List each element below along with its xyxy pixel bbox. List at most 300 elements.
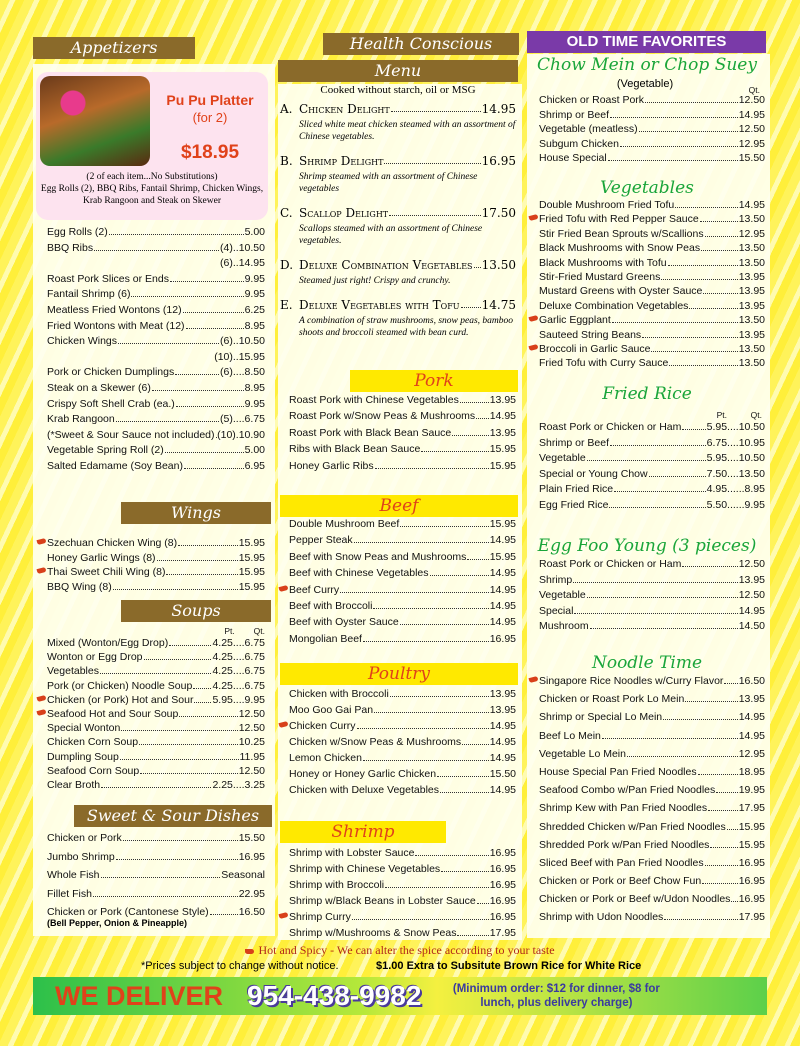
item-name: Plain Fried Rice bbox=[539, 483, 614, 496]
menu-item bbox=[539, 285, 765, 299]
item-name: Fried Tofu with Curry Sauce bbox=[539, 357, 669, 370]
noodles-header: Noodle Time bbox=[591, 653, 703, 673]
item-name: Chicken or Pork or Beef w/Udon Noodles bbox=[539, 893, 731, 906]
item-price: 4.25....6.75 bbox=[212, 651, 265, 664]
leader-dots bbox=[698, 774, 738, 775]
item-price: 9.95 bbox=[244, 288, 265, 301]
leader-dots bbox=[700, 221, 738, 222]
item-price: 14.95 bbox=[489, 410, 516, 423]
leader-dots bbox=[400, 526, 488, 527]
leader-dots bbox=[116, 421, 219, 422]
leader-dots bbox=[357, 728, 489, 729]
health-header: Health Conscious bbox=[323, 33, 519, 55]
item-name: Beef with Broccoli bbox=[289, 599, 373, 612]
pork-list bbox=[289, 394, 516, 476]
chow-mein-subtitle: (Vegetable) bbox=[616, 78, 674, 90]
item-name: Singapore Rice Noodles w/Curry Flavor bbox=[539, 675, 724, 687]
leader-dots bbox=[363, 641, 489, 642]
appetizers-header: Appetizers bbox=[33, 37, 195, 59]
item-name: Stir Fried Bean Sprouts w/Scallions bbox=[539, 227, 704, 240]
leader-dots bbox=[109, 234, 244, 235]
item-price: 16.95 bbox=[489, 847, 516, 859]
item-name: Fantail Shrimp (6) bbox=[47, 288, 131, 301]
item-name: Seafood Hot and Sour Soup bbox=[47, 707, 179, 720]
item-name: Beef with Chinese Vegetables bbox=[289, 567, 429, 580]
leader-dots bbox=[131, 296, 243, 297]
menu-item bbox=[539, 675, 765, 693]
item-name: Beef Curry bbox=[289, 583, 340, 596]
we-deliver-text: WE DELIVER bbox=[55, 980, 224, 1011]
item-name: Stir-Fried Mustard Greens bbox=[539, 270, 661, 283]
vegetables-list bbox=[539, 199, 765, 372]
health-item bbox=[280, 102, 516, 143]
item-name: Fried Wontons with Meat (12) bbox=[47, 319, 185, 332]
menu-item bbox=[539, 499, 765, 515]
leader-dots bbox=[120, 759, 239, 760]
pork-header: Pork bbox=[350, 370, 518, 392]
leader-dots bbox=[123, 840, 238, 841]
leader-dots bbox=[175, 374, 219, 375]
item-name: Krab Rangoon bbox=[47, 413, 115, 426]
item-price: 9.95 bbox=[244, 272, 265, 285]
menu-item bbox=[47, 581, 265, 596]
item-price: 5.00 bbox=[244, 226, 265, 238]
item-price: 11.95 bbox=[239, 750, 265, 763]
item-name: Black Mushrooms with Tofu bbox=[539, 256, 667, 269]
item-description: Sliced white meat chicken steamed with an assortment of Chinese vegetables. bbox=[299, 120, 516, 142]
item-price: 15.95 bbox=[238, 551, 265, 564]
menu-item bbox=[539, 138, 765, 153]
menu-item bbox=[289, 688, 516, 704]
item-name: Seafood Corn Soup bbox=[47, 764, 140, 777]
item-name: Special bbox=[539, 604, 574, 617]
item-name: Shrimp Kew with Pan Fried Noodles bbox=[539, 802, 708, 815]
health-subheader: Menu bbox=[278, 60, 518, 82]
item-price: 7.50....13.50 bbox=[706, 467, 765, 480]
leader-dots bbox=[609, 507, 705, 508]
leader-dots bbox=[474, 258, 481, 268]
item-price: 16.95 bbox=[489, 895, 516, 907]
item-price: 16.95 bbox=[489, 863, 516, 875]
item-name: Chicken with Deluxe Vegetables bbox=[289, 784, 440, 796]
item-price: 19.95 bbox=[738, 784, 765, 797]
item-price: 12.50 bbox=[738, 558, 765, 570]
item-name: Roast Pork with Chinese Vegetables bbox=[289, 394, 459, 406]
leader-dots bbox=[184, 468, 244, 469]
health-item-title bbox=[280, 258, 516, 272]
item-price: 14.95 bbox=[738, 729, 765, 742]
health-item bbox=[280, 154, 516, 195]
item-name: Chicken w/Snow Peas & Mushrooms bbox=[289, 736, 462, 748]
item-price: 15.50 bbox=[489, 768, 516, 780]
menu-item bbox=[47, 694, 265, 708]
health-item-title bbox=[280, 154, 516, 168]
soups-column-headers bbox=[190, 626, 265, 636]
menu-item bbox=[289, 427, 516, 443]
item-name: Shrimp with Lobster Sauce bbox=[289, 847, 415, 859]
menu-item bbox=[289, 752, 516, 768]
menu-item bbox=[47, 708, 265, 722]
item-price: 13.95 bbox=[738, 328, 765, 341]
item-price: 13.50 bbox=[738, 256, 765, 269]
fried-rice-list bbox=[539, 421, 765, 515]
menu-item bbox=[289, 736, 516, 752]
item-price: 2.25....3.25 bbox=[212, 778, 265, 791]
item-name: Honey or Honey Garlic Chicken bbox=[289, 768, 437, 780]
menu-item bbox=[289, 600, 516, 616]
pupu-contents: Egg Rolls (2), BBQ Ribs, Fantail Shrimp, Chicken Wings, Krab Rangoon and Steak on Skewer bbox=[40, 184, 264, 206]
item-price: 12.50 bbox=[238, 764, 265, 777]
leader-dots bbox=[193, 688, 211, 689]
leader-dots bbox=[354, 542, 489, 543]
menu-item bbox=[289, 847, 516, 863]
menu-item bbox=[47, 736, 265, 750]
item-name: Honey Garlic Wings (8) bbox=[47, 551, 156, 564]
item-price: 14.95 bbox=[738, 711, 765, 724]
leader-dots bbox=[602, 738, 738, 739]
soups-list bbox=[47, 637, 265, 793]
item-price: 13.95 bbox=[489, 688, 516, 700]
item-price: 13.95 bbox=[738, 270, 765, 283]
item-price: 17.95 bbox=[738, 802, 765, 815]
leader-dots bbox=[391, 102, 481, 112]
item-price: 5.50......9.95 bbox=[706, 498, 765, 511]
health-note: Cooked without starch, oil or MSG bbox=[320, 84, 476, 96]
item-name: Vegetable bbox=[539, 452, 586, 465]
item-price: 12.50 bbox=[238, 707, 265, 720]
menu-item bbox=[47, 869, 265, 888]
health-item bbox=[280, 258, 516, 287]
leader-dots bbox=[649, 476, 706, 477]
leader-dots bbox=[702, 883, 737, 884]
menu-item bbox=[539, 589, 765, 605]
item-name: Special Wonton bbox=[47, 722, 121, 735]
delivery-banner bbox=[33, 977, 767, 1015]
leader-dots bbox=[587, 597, 738, 598]
menu-item bbox=[539, 213, 765, 227]
leader-dots bbox=[675, 207, 738, 208]
item-name: Wonton or Egg Drop bbox=[47, 651, 143, 664]
item-name: House Special Pan Fried Noodles bbox=[539, 765, 697, 778]
item-name: Subgum Chicken bbox=[539, 137, 619, 150]
item-price: 14.75 bbox=[481, 298, 516, 312]
quart-label: Qt. bbox=[253, 626, 265, 636]
menu-item bbox=[47, 888, 265, 907]
leader-dots bbox=[703, 293, 737, 294]
poultry-header: Poultry bbox=[280, 663, 518, 685]
item-name: Garlic Eggplant bbox=[539, 314, 611, 327]
item-price: 5.95....10.50 bbox=[706, 421, 765, 433]
menu-item bbox=[47, 351, 265, 367]
item-name: Thai Sweet Chili Wing (8) bbox=[47, 566, 166, 578]
item-name: Broccoli in Garlic Sauce bbox=[539, 342, 651, 355]
item-price: 6.75....10.95 bbox=[706, 436, 765, 449]
menu-item bbox=[289, 460, 516, 476]
item-name: Beef with Oyster Sauce bbox=[289, 616, 399, 629]
leader-dots bbox=[610, 117, 738, 118]
item-name: Shrimp w/Mushrooms & Snow Peas bbox=[289, 927, 457, 939]
item-name: Deluxe Vegetables with Tofu bbox=[299, 298, 460, 312]
item-name: Chicken or Roast Pork bbox=[539, 94, 645, 106]
menu-item bbox=[47, 288, 265, 304]
item-description: Scallops steamed with an assortment of Chinese vegetables. bbox=[299, 224, 483, 246]
item-price: (10).10.90 bbox=[217, 428, 265, 441]
leader-dots bbox=[574, 613, 737, 614]
item-price: 13.50 bbox=[738, 314, 765, 327]
item-price: 16.95 bbox=[489, 632, 516, 645]
item-name: Chicken or Pork or Beef Chow Fun bbox=[539, 875, 702, 888]
menu-item bbox=[47, 537, 265, 552]
leader-dots bbox=[186, 328, 244, 329]
menu-item bbox=[47, 665, 265, 679]
leader-dots bbox=[716, 792, 737, 793]
menu-item bbox=[289, 895, 516, 911]
menu-item bbox=[289, 616, 516, 632]
item-price: 18.95 bbox=[738, 765, 765, 778]
health-item bbox=[280, 206, 516, 247]
leader-dots bbox=[384, 154, 480, 164]
leader-dots bbox=[727, 829, 738, 830]
item-name: Clear Broth bbox=[47, 778, 101, 791]
leader-dots bbox=[194, 702, 211, 703]
item-name: Dumpling Soup bbox=[47, 750, 119, 763]
appetizers-list bbox=[47, 226, 265, 476]
beef-list bbox=[289, 518, 516, 649]
leader-dots bbox=[460, 402, 489, 403]
menu-item bbox=[47, 637, 265, 651]
leader-dots bbox=[374, 712, 489, 713]
leader-dots bbox=[645, 102, 738, 103]
menu-item bbox=[539, 452, 765, 468]
item-price: 12.50 bbox=[738, 123, 765, 136]
pupu-price: $18.95 bbox=[180, 142, 240, 163]
item-name: Meatless Fried Wontons (12) bbox=[47, 303, 182, 316]
item-price: 13.95 bbox=[738, 693, 765, 706]
item-name: Shredded Pork w/Pan Fried Noodles bbox=[539, 838, 710, 851]
menu-item bbox=[47, 651, 265, 665]
item-price: 14.95 bbox=[738, 108, 765, 121]
leader-dots bbox=[440, 792, 489, 793]
menu-item bbox=[47, 226, 265, 242]
leader-dots bbox=[165, 452, 244, 453]
menu-item bbox=[539, 109, 765, 124]
item-price: 12.95 bbox=[738, 227, 765, 240]
leader-dots bbox=[179, 716, 237, 717]
menu-item bbox=[289, 704, 516, 720]
item-name: Mushroom bbox=[539, 620, 589, 633]
leader-dots bbox=[710, 847, 737, 848]
item-name: Shrimp Delight bbox=[299, 154, 384, 168]
leader-dots bbox=[340, 592, 489, 593]
menu-item bbox=[289, 911, 516, 927]
menu-item bbox=[47, 366, 265, 382]
item-price: 14.95 bbox=[489, 534, 516, 547]
leader-dots bbox=[430, 575, 489, 576]
item-price: 14.95 bbox=[489, 583, 516, 596]
item-letter: D. bbox=[280, 258, 294, 272]
menu-item bbox=[289, 518, 516, 534]
item-name: Mongolian Beef bbox=[289, 632, 362, 645]
item-price: 16.95 bbox=[489, 879, 516, 891]
noodles-list bbox=[539, 675, 765, 930]
item-price: 12.95 bbox=[738, 747, 765, 760]
menu-item bbox=[539, 574, 765, 590]
item-price: 16.95 bbox=[489, 911, 516, 923]
menu-item bbox=[289, 720, 516, 736]
leader-dots bbox=[389, 206, 481, 216]
soups-header: Soups bbox=[121, 600, 271, 622]
item-name: Double Mushroom Fried Tofu bbox=[539, 199, 675, 211]
leader-dots bbox=[663, 719, 738, 720]
item-name: Vegetable Spring Roll (2) bbox=[47, 444, 164, 457]
health-list bbox=[280, 102, 516, 350]
leader-dots bbox=[157, 560, 238, 561]
item-description: Shrimp steamed with an assortment of Chinese vegetables bbox=[299, 172, 478, 194]
pupu-note: (2 of each item...No Substitutions) bbox=[86, 172, 218, 182]
hot-spicy-note bbox=[0, 943, 800, 958]
item-price: 16.95 bbox=[738, 893, 765, 906]
item-name: Vegetable Lo Mein bbox=[539, 747, 626, 760]
item-name: Deluxe Combination Vegetables bbox=[539, 299, 689, 312]
chow-mein-qt: Qt. bbox=[748, 85, 760, 95]
menu-item bbox=[289, 879, 516, 895]
menu-item bbox=[47, 832, 265, 851]
item-price: 12.50 bbox=[738, 589, 765, 602]
leader-dots bbox=[140, 773, 237, 774]
item-price: 15.95 bbox=[238, 566, 265, 578]
leader-dots bbox=[400, 624, 489, 625]
menu-item bbox=[539, 228, 765, 242]
item-name: Mustard Greens with Oyster Sauce bbox=[539, 285, 703, 298]
item-name: Chicken Delight bbox=[299, 102, 390, 116]
item-price: 17.95 bbox=[489, 927, 516, 939]
item-name: Chicken Corn Soup bbox=[47, 736, 139, 749]
item-price: 16.95 bbox=[481, 154, 516, 168]
item-price: 14.95 bbox=[489, 567, 516, 580]
item-price: 4.95......8.95 bbox=[706, 483, 765, 496]
leader-dots bbox=[363, 760, 489, 761]
leader-dots bbox=[116, 859, 238, 860]
leader-dots bbox=[176, 406, 244, 407]
leader-dots bbox=[139, 744, 238, 745]
menu-item bbox=[289, 410, 516, 426]
item-name: Whole Fish bbox=[47, 869, 100, 882]
phone-number[interactable]: 954-438-9982 bbox=[247, 980, 422, 1011]
item-name: Egg Fried Rice bbox=[539, 498, 609, 511]
item-price: 4.25....6.75 bbox=[212, 665, 265, 678]
item-price: 13.50 bbox=[738, 357, 765, 370]
item-price: 5.95....10.50 bbox=[706, 452, 765, 465]
menu-item bbox=[539, 257, 765, 271]
pint-label: Pt. bbox=[716, 410, 728, 420]
menu-item bbox=[47, 765, 265, 779]
item-name: BBQ Wing (8) bbox=[47, 580, 112, 593]
menu-item bbox=[47, 429, 265, 445]
menu-item bbox=[289, 633, 516, 649]
item-name: Crispy Soft Shell Crab (ea.) bbox=[47, 397, 175, 410]
menu-item bbox=[47, 552, 265, 567]
hot-pepper-icon bbox=[245, 949, 254, 954]
item-name: BBQ Ribs bbox=[47, 241, 94, 254]
item-price: 12.50 bbox=[238, 722, 265, 735]
leader-dots bbox=[685, 701, 737, 702]
leader-dots bbox=[669, 365, 737, 366]
item-name: Chicken with Broccoli bbox=[289, 688, 389, 700]
item-price: 13.95 bbox=[489, 704, 516, 716]
item-letter: A. bbox=[280, 102, 293, 116]
item-price: (6)..14.95 bbox=[220, 257, 265, 270]
item-price: 15.95 bbox=[489, 550, 516, 563]
leader-dots bbox=[476, 418, 489, 419]
item-name: Beef Lo Mein bbox=[539, 729, 601, 742]
item-price: 14.50 bbox=[738, 620, 765, 633]
leader-dots bbox=[421, 451, 488, 452]
item-name: Shrimp bbox=[539, 573, 573, 586]
leader-dots bbox=[461, 298, 481, 308]
item-price: 17.95 bbox=[738, 911, 765, 924]
item-price: 17.50 bbox=[481, 206, 516, 220]
menu-item bbox=[47, 444, 265, 460]
menu-item bbox=[47, 257, 265, 273]
item-price: Seasonal bbox=[221, 869, 265, 882]
leader-dots bbox=[415, 855, 488, 856]
item-name: Salted Edamame (Soy Bean) bbox=[47, 459, 183, 472]
menu-item bbox=[539, 199, 765, 213]
leader-dots bbox=[639, 131, 738, 132]
quart-label: Qt. bbox=[750, 410, 762, 420]
item-name: Ribs with Black Bean Sauce bbox=[289, 443, 421, 456]
item-price: (5)....6.75 bbox=[220, 413, 265, 426]
item-price: 13.95 bbox=[738, 573, 765, 586]
item-price: 15.95 bbox=[738, 820, 765, 833]
item-name: Vegetables bbox=[47, 665, 99, 678]
leader-dots bbox=[573, 582, 737, 583]
item-name: Moo Goo Gai Pan bbox=[289, 704, 374, 716]
leader-dots bbox=[467, 559, 488, 560]
leader-dots bbox=[642, 337, 738, 338]
item-name: Fried Tofu with Red Pepper Sauce bbox=[539, 213, 699, 226]
item-price: 16.50 bbox=[738, 675, 765, 687]
leader-dots bbox=[668, 265, 738, 266]
item-price: (10)..15.95 bbox=[214, 350, 265, 363]
menu-item bbox=[539, 558, 765, 574]
menu-item bbox=[289, 394, 516, 410]
leader-dots bbox=[651, 351, 737, 352]
menu-item bbox=[47, 851, 265, 870]
brown-rice-note: $1.00 Extra to Subsitute Brown Rice for White Rice bbox=[376, 960, 642, 972]
item-price: 10.25 bbox=[238, 736, 265, 749]
item-name: Chicken Wings bbox=[47, 335, 118, 348]
item-price: 6.25 bbox=[244, 303, 265, 316]
item-name: Fillet Fish bbox=[47, 887, 92, 900]
item-name: Shrimp or Special Lo Mein bbox=[539, 711, 663, 724]
item-price: (4)..10.50 bbox=[220, 241, 265, 254]
item-name: Roast Pork Slices or Ends bbox=[47, 272, 169, 285]
menu-item bbox=[539, 857, 765, 875]
item-price: 14.95 bbox=[489, 736, 516, 748]
item-price: 15.50 bbox=[238, 832, 265, 844]
minimum-order-note: (Minimum order: $12 for dinner, $8 for lunch, plus delivery charge) bbox=[452, 983, 660, 1009]
menu-item bbox=[539, 94, 765, 109]
item-price: 16.95 bbox=[238, 850, 265, 863]
menu-item bbox=[539, 875, 765, 893]
leader-dots bbox=[608, 160, 738, 161]
egg-foo-young-header: Egg Foo Young (3 pieces) bbox=[537, 536, 757, 556]
leader-dots bbox=[94, 250, 219, 251]
leader-dots bbox=[620, 146, 738, 147]
item-name: Pork or Chicken Dumplings bbox=[47, 366, 175, 379]
menu-item bbox=[47, 413, 265, 429]
